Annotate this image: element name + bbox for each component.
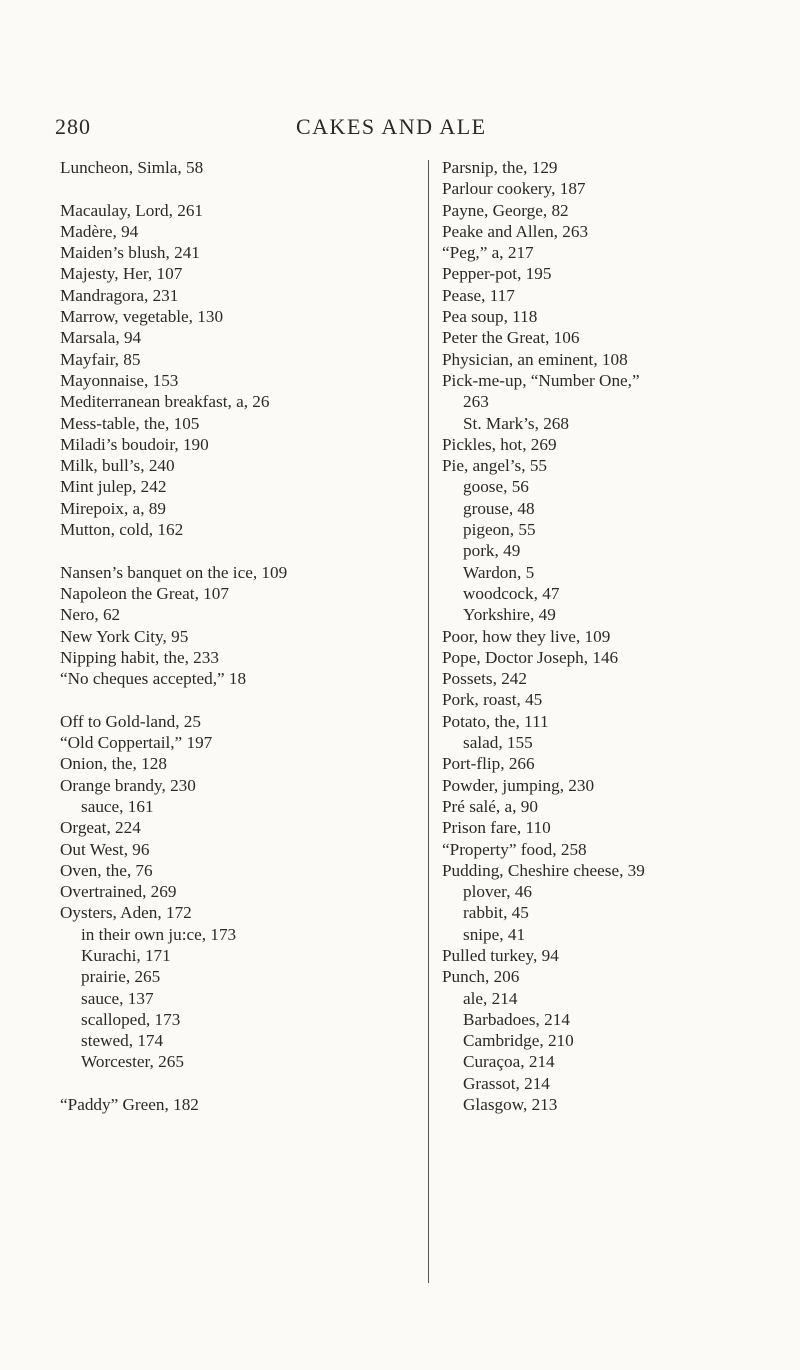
index-entry: Mint julep, 242 [60, 477, 167, 497]
index-subentry: salad, 155 [463, 733, 533, 753]
index-entry: Mayonnaise, 153 [60, 370, 179, 390]
index-entry: Pudding, Cheshire cheese, 39 [442, 860, 645, 880]
index-subentry: sauce, 161 [81, 796, 154, 816]
index-subentry: Yorkshire, 49 [463, 605, 556, 625]
index-entry: Nansen’s banquet on the ice, 109 [60, 562, 288, 582]
index-subentry: prairie, 265 [81, 967, 161, 987]
index-subentry: in their own ju:ce, 173 [81, 924, 237, 944]
index-entry: “No cheques accepted,” 18 [60, 669, 247, 689]
index-entry: Nipping habit, the, 233 [60, 647, 219, 667]
index-entry: Nero, 62 [60, 605, 121, 625]
index-entry: Off to Gold-land, 25 [60, 711, 201, 731]
index-subentry: Cambridge, 210 [463, 1031, 574, 1051]
index-entry: Oysters, Aden, 172 [60, 903, 192, 923]
index-entry: Peter the Great, 106 [442, 328, 580, 348]
index-entry: Mayfair, 85 [60, 349, 141, 369]
index-entry: Powder, jumping, 230 [442, 775, 595, 795]
index-entry: Oven, the, 76 [60, 860, 153, 880]
index-subentry: pork, 49 [463, 541, 521, 561]
index-entry: Pickles, hot, 269 [442, 434, 557, 454]
index-entry: Punch, 206 [442, 967, 520, 987]
index-letter-gap [60, 178, 415, 199]
index-entry: Prison fare, 110 [442, 818, 551, 838]
index-subentry: plover, 46 [463, 882, 533, 902]
index-entry: Mutton, cold, 162 [60, 520, 184, 540]
index-entry: “Old Coppertail,” 197 [60, 733, 213, 753]
index-column-right [442, 157, 794, 1115]
index-entry: Out West, 96 [60, 839, 150, 859]
index-subentry: Curaçoa, 214 [463, 1052, 555, 1072]
index-letter-gap [60, 1073, 415, 1094]
index-entry: Pea soup, 118 [442, 307, 538, 327]
index-subentry: stewed, 174 [81, 1031, 164, 1051]
index-entry: Pope, Doctor Joseph, 146 [442, 647, 619, 667]
index-entry: New York City, 95 [60, 626, 189, 646]
index-entry: Mirepoix, a, 89 [60, 498, 166, 518]
index-letter-gap [60, 689, 415, 710]
index-subentry: ale, 214 [463, 988, 518, 1008]
index-subentry: woodcock, 47 [463, 583, 560, 603]
index-entry: Parlour cookery, 187 [442, 179, 586, 199]
column-divider [428, 160, 429, 1283]
index-entry: Orange brandy, 230 [60, 775, 196, 795]
index-subentry: St. Mark’s, 268 [463, 413, 569, 433]
index-entry: Mess-table, the, 105 [60, 413, 200, 433]
index-entry: “Paddy” Green, 182 [60, 1095, 199, 1115]
index-entry: Pepper-pot, 195 [442, 264, 552, 284]
index-subentry: Grassot, 214 [463, 1073, 550, 1093]
index-subentry: sauce, 137 [81, 988, 154, 1008]
index-entry: Mediterranean breakfast, a, 26 [60, 392, 270, 412]
index-entry: Miladi’s boudoir, 190 [60, 434, 209, 454]
index-entry: Possets, 242 [442, 669, 527, 689]
index-entry: Overtrained, 269 [60, 882, 177, 902]
index-entry: Peake and Allen, 263 [442, 221, 589, 241]
index-entry: Marrow, vegetable, 130 [60, 307, 224, 327]
index-entry: “Peg,” a, 217 [442, 243, 534, 263]
index-subentry: Glasgow, 213 [463, 1095, 558, 1115]
index-letter-gap [60, 540, 415, 561]
index-entry: Luncheon, Simla, 58 [60, 158, 204, 177]
index-entry: Pease, 117 [442, 285, 515, 305]
index-entry: Physician, an eminent, 108 [442, 349, 628, 369]
index-subentry: pigeon, 55 [463, 520, 536, 540]
index-entry: Poor, how they live, 109 [442, 626, 611, 646]
page-header [0, 114, 800, 144]
index-entry: “Property” food, 258 [442, 839, 587, 859]
page-number: 280 [55, 114, 91, 139]
index-subentry: goose, 56 [463, 477, 529, 497]
index-subentry: scalloped, 173 [81, 1009, 181, 1029]
index-entry: Milk, bull’s, 240 [60, 456, 175, 476]
index-entry: Onion, the, 128 [60, 754, 167, 774]
index-entry: Pick-me-up, “Number One,” [442, 370, 640, 390]
index-subentry: rabbit, 45 [463, 903, 529, 923]
index-subentry: grouse, 48 [463, 498, 535, 518]
index-entry: Mandragora, 231 [60, 285, 179, 305]
index-entry: Potato, the, 111 [442, 711, 549, 731]
index-subentry: 263 [463, 392, 489, 412]
index-entry: Pie, angel’s, 55 [442, 456, 548, 476]
index-entry: Napoleon the Great, 107 [60, 583, 229, 603]
index-entry: Madère, 94 [60, 221, 139, 241]
index-subentry: Kurachi, 171 [81, 945, 171, 965]
index-subentry: Worcester, 265 [81, 1052, 184, 1072]
index-entry: Payne, George, 82 [442, 200, 569, 220]
index-entry: Parsnip, the, 129 [442, 158, 558, 177]
index-entry: Maiden’s blush, 241 [60, 243, 200, 263]
running-title: CAKES AND ALE [296, 114, 487, 139]
index-entry: Pré salé, a, 90 [442, 796, 538, 816]
index-entry: Pulled turkey, 94 [442, 945, 559, 965]
index-entry: Pork, roast, 45 [442, 690, 543, 710]
index-subentry: Barbadoes, 214 [463, 1009, 570, 1029]
index-entry: Majesty, Her, 107 [60, 264, 183, 284]
index-column-left [60, 157, 415, 1115]
index-subentry: Wardon, 5 [463, 562, 535, 582]
index-entry: Macaulay, Lord, 261 [60, 200, 204, 220]
index-entry: Orgeat, 224 [60, 818, 141, 838]
index-subentry: snipe, 41 [463, 924, 526, 944]
index-entry: Port-flip, 266 [442, 754, 535, 774]
index-entry: Marsala, 94 [60, 328, 142, 348]
